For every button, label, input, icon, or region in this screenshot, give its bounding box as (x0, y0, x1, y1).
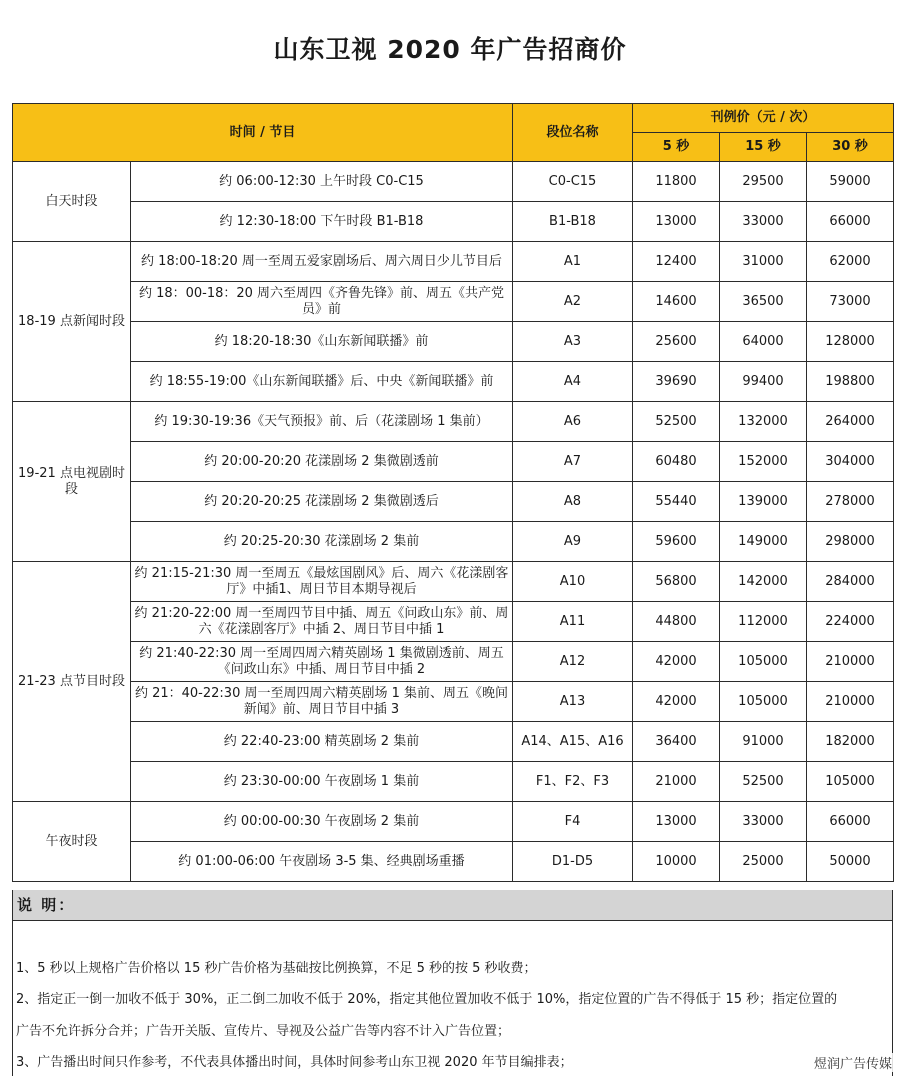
price-15s-cell: 99400 (720, 362, 807, 402)
header-30-sec: 30 秒 (807, 133, 894, 162)
notes-section (12, 890, 893, 1076)
program-cell: 约 18：00-18：20 周六至周四《齐鲁先锋》前、周五《共产党员》前 (131, 282, 513, 322)
price-5s-cell: 13000 (633, 202, 720, 242)
price-30s-cell: 66000 (807, 802, 894, 842)
price-30s-cell: 105000 (807, 762, 894, 802)
price-15s-cell: 36500 (720, 282, 807, 322)
table-row (13, 522, 894, 562)
slot-cell: A9 (513, 522, 633, 562)
table-row (13, 322, 894, 362)
slot-cell: A14、A15、A16 (513, 722, 633, 762)
price-5s-cell: 10000 (633, 842, 720, 882)
table-row (13, 642, 894, 682)
program-cell: 约 21：40-22:30 周一至周四周六精英剧场 1 集前、周五《晚间新闻》前、周日节目中插 3 (131, 682, 513, 722)
program-cell: 约 21:40-22:30 周一至周四周六精英剧场 1 集微剧透前、周五《问政山东》中插、周日节目中插 2 (131, 642, 513, 682)
table-row (13, 282, 894, 322)
table-row (13, 562, 894, 602)
price-15s-cell: 64000 (720, 322, 807, 362)
time-group-label: 白天时段 (13, 162, 131, 242)
slot-cell: A1 (513, 242, 633, 282)
price-30s-cell: 198800 (807, 362, 894, 402)
program-cell: 约 00:00-00:30 午夜剧场 2 集前 (131, 802, 513, 842)
price-15s-cell: 33000 (720, 202, 807, 242)
table-body (13, 162, 894, 882)
slot-cell: A3 (513, 322, 633, 362)
program-cell: 约 18:00-18:20 周一至周五爱家剧场后、周六周日少儿节目后 (131, 242, 513, 282)
table-row (13, 202, 894, 242)
price-5s-cell: 21000 (633, 762, 720, 802)
table-row (13, 682, 894, 722)
slot-cell: A8 (513, 482, 633, 522)
price-15s-cell: 31000 (720, 242, 807, 282)
price-5s-cell: 59600 (633, 522, 720, 562)
price-15s-cell: 29500 (720, 162, 807, 202)
price-30s-cell: 224000 (807, 602, 894, 642)
slot-cell: A4 (513, 362, 633, 402)
price-30s-cell: 278000 (807, 482, 894, 522)
program-cell: 约 20:25-20:30 花漾剧场 2 集前 (131, 522, 513, 562)
program-cell: 约 18:55-19:00《山东新闻联播》后、中央《新闻联播》前 (131, 362, 513, 402)
time-group-label: 午夜时段 (13, 802, 131, 882)
header-time-program: 时间 / 节目 (13, 104, 513, 162)
slot-cell: F1、F2、F3 (513, 762, 633, 802)
program-cell: 约 21:15-21:30 周一至周五《最炫国剧风》后、周六《花漾剧客厅》中插1、周日节目本期导视后 (131, 562, 513, 602)
price-30s-cell: 182000 (807, 722, 894, 762)
price-15s-cell: 132000 (720, 402, 807, 442)
program-cell: 约 06:00-12:30 上午时段 C0-C15 (131, 162, 513, 202)
note-line-1: 1、5 秒以上规格广告价格以 15 秒广告价格为基础按比例换算，不足 5 秒的按 5 秒收费； (16, 961, 537, 976)
price-30s-cell: 73000 (807, 282, 894, 322)
header-5-sec: 5 秒 (633, 133, 720, 162)
price-5s-cell: 42000 (633, 682, 720, 722)
slot-cell: B1-B18 (513, 202, 633, 242)
price-30s-cell: 298000 (807, 522, 894, 562)
price-5s-cell: 13000 (633, 802, 720, 842)
price-30s-cell: 210000 (807, 682, 894, 722)
price-15s-cell: 105000 (720, 642, 807, 682)
price-15s-cell: 91000 (720, 722, 807, 762)
price-5s-cell: 36400 (633, 722, 720, 762)
table-row (13, 242, 894, 282)
table-row (13, 442, 894, 482)
watermark: 煜润广告传媒 (812, 1053, 894, 1072)
price-15s-cell: 105000 (720, 682, 807, 722)
table-row (13, 722, 894, 762)
table-row (13, 602, 894, 642)
price-5s-cell: 25600 (633, 322, 720, 362)
slot-cell: A10 (513, 562, 633, 602)
time-group-label: 21-23 点节目时段 (13, 562, 131, 802)
price-15s-cell: 139000 (720, 482, 807, 522)
price-15s-cell: 25000 (720, 842, 807, 882)
price-30s-cell: 50000 (807, 842, 894, 882)
price-5s-cell: 14600 (633, 282, 720, 322)
price-30s-cell: 264000 (807, 402, 894, 442)
price-30s-cell: 62000 (807, 242, 894, 282)
table-row (13, 802, 894, 842)
table-row (13, 482, 894, 522)
price-5s-cell: 60480 (633, 442, 720, 482)
price-5s-cell: 55440 (633, 482, 720, 522)
price-15s-cell: 33000 (720, 802, 807, 842)
price-15s-cell: 142000 (720, 562, 807, 602)
slot-cell: A6 (513, 402, 633, 442)
slot-cell: A13 (513, 682, 633, 722)
program-cell: 约 21:20-22:00 周一至周四节目中插、周五《问政山东》前、周六《花漾剧客厅》中插 2、周日节目中插 1 (131, 602, 513, 642)
price-30s-cell: 304000 (807, 442, 894, 482)
program-cell: 约 20:00-20:20 花漾剧场 2 集微剧透前 (131, 442, 513, 482)
program-cell: 约 12:30-18:00 下午时段 B1-B18 (131, 202, 513, 242)
note-line-4: 3、广告播出时间只作参考，不代表具体播出时间，具体时间参考山东卫视 2020 年节目编排表； (16, 1055, 573, 1070)
table-row (13, 362, 894, 402)
price-15s-cell: 152000 (720, 442, 807, 482)
price-5s-cell: 11800 (633, 162, 720, 202)
program-cell: 约 19:30-19:36《天气预报》前、后（花漾剧场 1 集前） (131, 402, 513, 442)
price-5s-cell: 44800 (633, 602, 720, 642)
price-15s-cell: 52500 (720, 762, 807, 802)
slot-cell: C0-C15 (513, 162, 633, 202)
program-cell: 约 20:20-20:25 花漾剧场 2 集微剧透后 (131, 482, 513, 522)
table-row (13, 842, 894, 882)
table-row (13, 402, 894, 442)
price-5s-cell: 39690 (633, 362, 720, 402)
price-30s-cell: 59000 (807, 162, 894, 202)
note-line-2: 2、指定正一倒一加收不低于 30%，正二倒二加收不低于 20%，指定其他位置加收不低于 10%，指定位置的广告不得低于 15 秒；指定位置的 (16, 992, 838, 1007)
price-5s-cell: 42000 (633, 642, 720, 682)
notes-heading: 说 明： (13, 890, 892, 921)
header-price: 刊例价（元 / 次） (633, 104, 894, 133)
price-30s-cell: 66000 (807, 202, 894, 242)
slot-cell: A2 (513, 282, 633, 322)
program-cell: 约 22:40-23:00 精英剧场 2 集前 (131, 722, 513, 762)
price-5s-cell: 56800 (633, 562, 720, 602)
price-30s-cell: 210000 (807, 642, 894, 682)
page-title: 山东卫视 2020 年广告招商价 (273, 35, 627, 64)
price-30s-cell: 128000 (807, 322, 894, 362)
table-row (13, 162, 894, 202)
header-15-sec: 15 秒 (720, 133, 807, 162)
price-5s-cell: 12400 (633, 242, 720, 282)
slot-cell: A11 (513, 602, 633, 642)
time-group-label: 19-21 点电视剧时段 (13, 402, 131, 562)
price-30s-cell: 284000 (807, 562, 894, 602)
slot-cell: A12 (513, 642, 633, 682)
program-cell: 约 01:00-06:00 午夜剧场 3-5 集、经典剧场重播 (131, 842, 513, 882)
slot-cell: F4 (513, 802, 633, 842)
table-row (13, 762, 894, 802)
price-15s-cell: 149000 (720, 522, 807, 562)
price-table (12, 103, 894, 882)
note-line-3: 广告不允许拆分合并；广告开关版、宣传片、导视及公益广告等内容不计入广告位置； (16, 1024, 511, 1039)
header-slot-name: 段位名称 (513, 104, 633, 162)
program-cell: 约 23:30-00:00 午夜剧场 1 集前 (131, 762, 513, 802)
program-cell: 约 18:20-18:30《山东新闻联播》前 (131, 322, 513, 362)
time-group-label: 18-19 点新闻时段 (13, 242, 131, 402)
price-15s-cell: 112000 (720, 602, 807, 642)
slot-cell: D1-D5 (513, 842, 633, 882)
price-5s-cell: 52500 (633, 402, 720, 442)
slot-cell: A7 (513, 442, 633, 482)
